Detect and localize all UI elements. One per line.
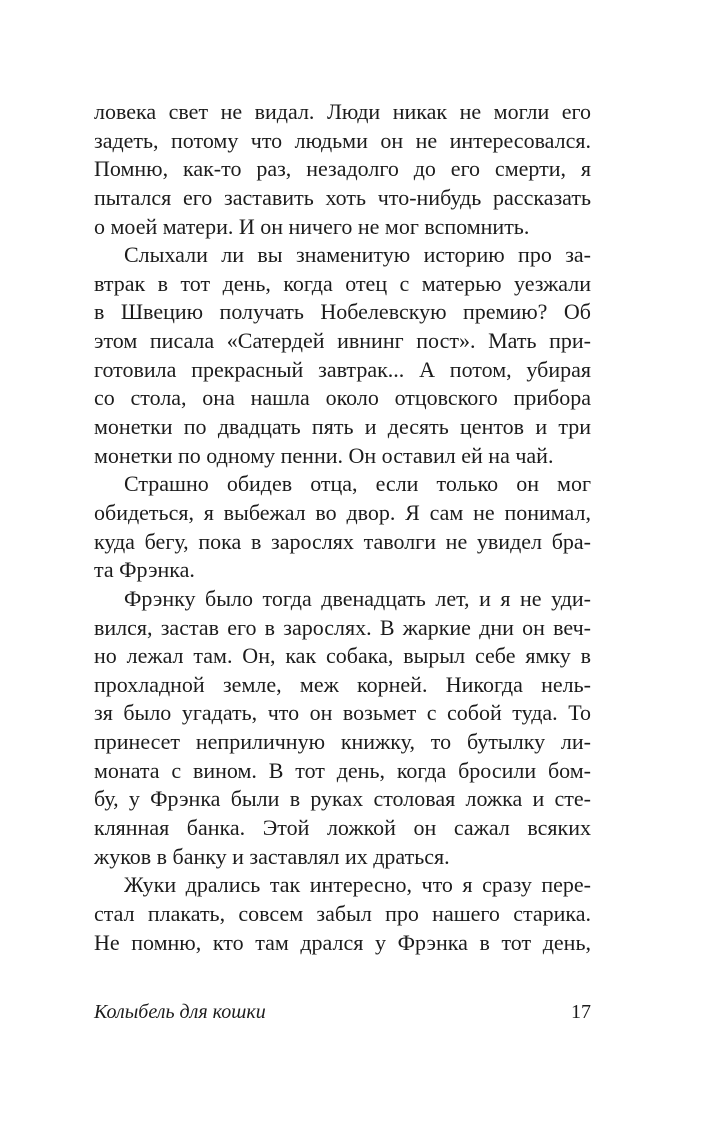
text-line: Помню, как-то раз, незадолго до его смерти, я: [94, 156, 591, 182]
running-title: Колыбель для кошки: [94, 1001, 266, 1023]
text-line: Страшно обидев отца, если только он мог: [124, 471, 591, 497]
text-line: обидеться, я выбежал во двор. Я сам не понимал,: [94, 499, 591, 525]
text-line: со стола, она нашла около отцовского прибора: [94, 385, 591, 411]
text-line: задеть, потому что людьми он не интересовался.: [94, 127, 591, 153]
text-line: готовила прекрасный завтрак... А потом, убирая: [94, 356, 591, 382]
text-line: Фрэнку было тогда двенадцать лет, и я не уди-: [124, 585, 591, 611]
text-line: моната с вином. В тот день, когда бросили бом-: [94, 757, 591, 783]
text-line: пытался его заставить хоть что-нибудь рассказать: [94, 184, 591, 210]
text-line: та Фрэнка.: [94, 557, 195, 583]
text-line: в Швецию получать Нобелевскую премию? Об: [94, 299, 591, 325]
text-line: стал плакать, совсем забыл про нашего старика.: [94, 900, 591, 926]
text-line: бу, у Фрэнка были в руках столовая ложка и сте-: [94, 786, 591, 812]
text-line: куда бегу, пока в зарослях таволги не увидел бра-: [94, 528, 591, 554]
text-line: монетки по одному пенни. Он оставил ей на чай.: [94, 442, 554, 468]
text-line: Жуки дрались так интересно, что я сразу пере-: [124, 872, 591, 898]
text-line: принесет неприличную книжку, то бутылку ли-: [94, 729, 591, 755]
page-footer: [94, 997, 591, 1027]
text-line: вился, застав его в зарослях. В жаркие дни он веч-: [94, 614, 591, 640]
body-text: [94, 98, 591, 957]
text-line: зя было угадать, что он возьмет с собой туда. То: [94, 700, 591, 726]
text-line: о моей матери. И он ничего не мог вспомнить.: [94, 213, 530, 239]
text-line: этом писала «Сатердей ивнинг пост». Мать при-: [94, 328, 591, 354]
text-line: втрак в тот день, когда отец с матерью уезжали: [94, 270, 591, 296]
text-line: Слыхали ли вы знаменитую историю про за-: [124, 242, 591, 268]
text-line: жуков в банку и заставлял их драться.: [94, 843, 450, 869]
text-line: клянная банка. Этой ложкой он сажал всяких: [94, 815, 591, 841]
text-line: но лежал там. Он, как собака, вырыл себе ямку в: [94, 643, 591, 669]
text-line: монетки по двадцать пять и десять центов и три: [94, 414, 591, 440]
text-line: ловека свет не видал. Люди никак не могли его: [94, 99, 591, 124]
page-number: 17: [571, 1001, 591, 1023]
text-line: Не помню, кто там дрался у Фрэнка в тот день,: [94, 929, 591, 955]
text-line: прохладной земле, меж корней. Никогда нель-: [94, 671, 591, 697]
